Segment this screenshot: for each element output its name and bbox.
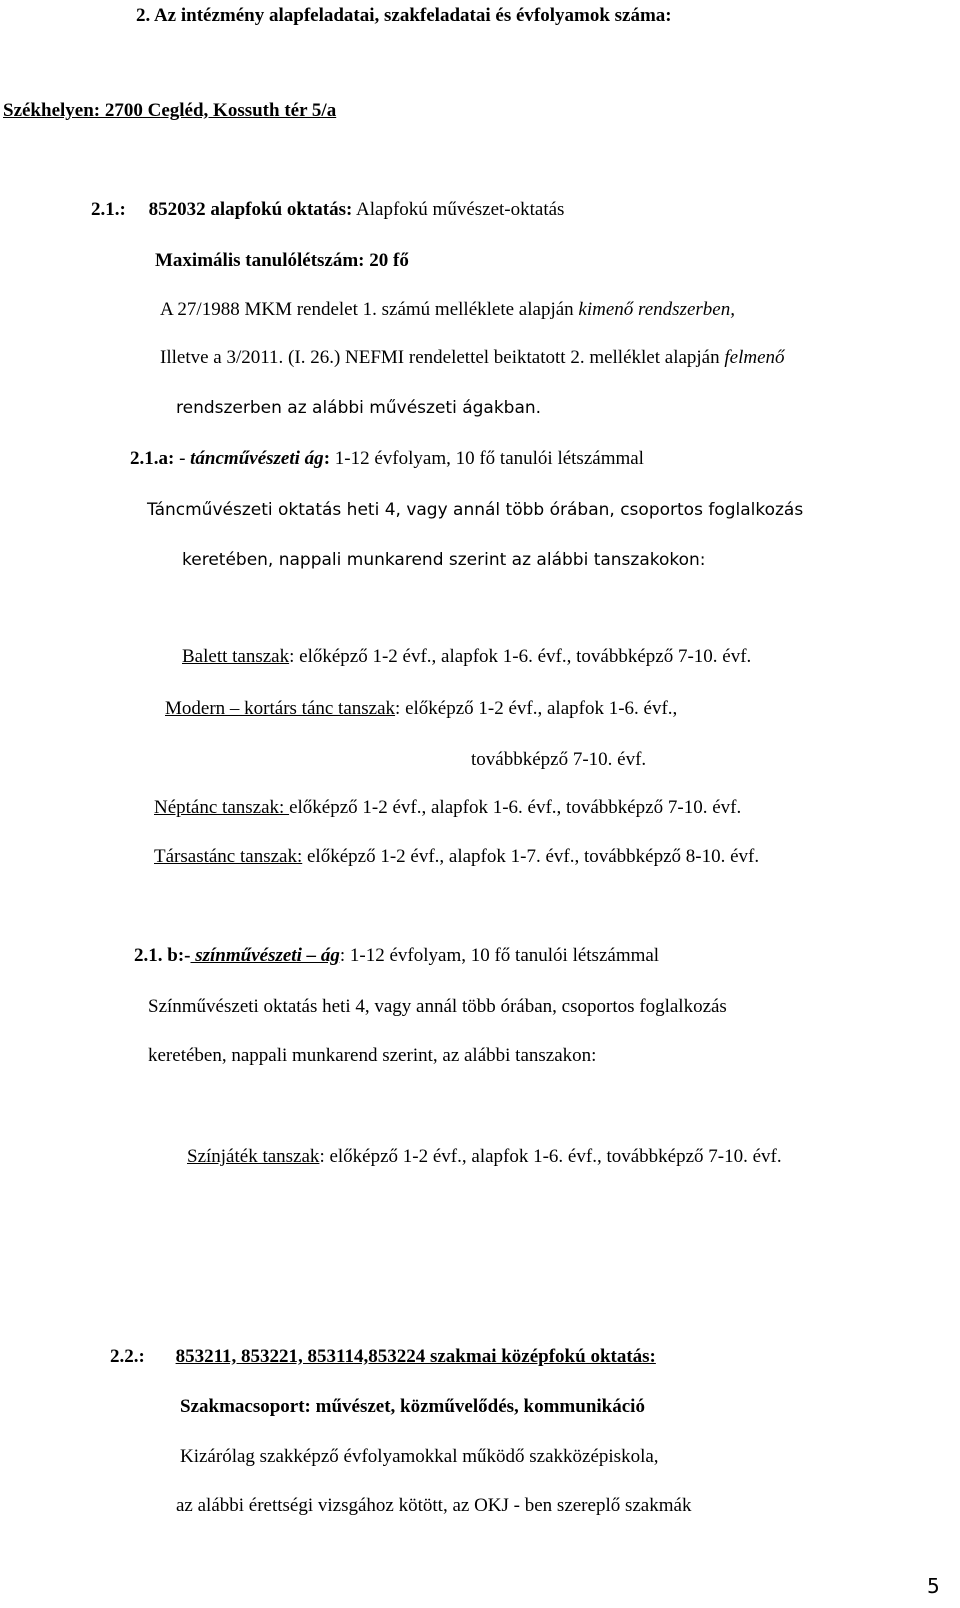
section-2-2-line: [110, 1345, 656, 1369]
dance-desc-2: keretében, nappali munkarend szerint az alábbi tanszakokon:: [182, 550, 706, 570]
dept-name: Néptánc tanszak:: [154, 797, 290, 818]
dept-name: Balett tanszak: [182, 646, 290, 667]
dance-branch-line: [130, 447, 644, 471]
branch-name: táncművészeti ág: [190, 448, 324, 469]
activity-code: 852032 alapfokú oktatás:: [148, 199, 353, 220]
section-2-1-line: [91, 198, 564, 222]
dept-levels: : előképző 1-2 évf., alapfok 1-6. évf., továbbképző 7-10. évf.: [289, 646, 752, 667]
section-heading: 2. Az intézmény alapfeladatai, szakfeladatai és évfolyamok száma:: [136, 5, 672, 26]
balett-line: [182, 645, 751, 669]
school-type: Kizárólag szakképző évfolyamokkal működő szakközépiskola,: [180, 1446, 659, 1467]
regulation-line-2: [160, 346, 785, 370]
theatre-desc-1: Színművészeti oktatás heti 4, vagy annál több órában, csoportos foglalkozás: [148, 996, 727, 1017]
dept-levels: : előképző 1-2 évf., alapfok 1-6. évf., továbbképző 7-10. évf.: [319, 1146, 782, 1167]
branch-prefix: 2.1.a:: [130, 448, 175, 469]
section-number: 2.2.:: [110, 1346, 145, 1367]
dept-levels: előképző 1-2 évf., alapfok 1-6. évf., továbbképző 7-10. évf.: [289, 797, 742, 818]
dept-name: Társastánc tanszak:: [154, 846, 303, 867]
regulation-line-3: rendszerben az alábbi művészeti ágakban.: [176, 398, 542, 418]
regulation-italic: felmenő: [724, 347, 785, 368]
regulation-text: A 27/1988 MKM rendelet 1. számú melléklete alapján: [160, 299, 579, 320]
theatre-desc-2: keretében, nappali munkarend szerint, az alábbi tanszakon:: [148, 1045, 597, 1066]
branch-name: színművészeti – ág: [190, 945, 340, 966]
dance-desc-1: Táncművészeti oktatás heti 4, vagy annál több órában, csoportos foglalkozás: [147, 500, 804, 520]
tarsastanc-line: [154, 845, 759, 869]
branch-details: : 1-12 évfolyam, 10 fő tanulói létszámmal: [339, 945, 660, 966]
page-number: 5: [927, 1574, 940, 1598]
regulation-line-1: [160, 298, 735, 322]
activity-name: Alapfokú művészet-oktatás: [352, 199, 565, 220]
modern-line-cont: továbbképző 7-10. évf.: [471, 749, 647, 770]
activity-codes: 853211, 853221, 853114,853224 szakmai középfokú oktatás:: [175, 1346, 656, 1367]
exam-note: az alábbi érettségi vizsgához kötött, az OKJ - ben szereplő szakmák: [176, 1495, 692, 1516]
profession-group: Szakmacsoport: művészet, közművelődés, kommunikáció: [180, 1396, 645, 1417]
section-number: 2.1.:: [91, 199, 126, 220]
dept-name: Modern – kortárs tánc tanszak: [165, 698, 396, 719]
branch-prefix: 2.1. b:-: [134, 945, 191, 966]
max-students: Maximális tanulólétszám: 20 fő: [155, 250, 409, 271]
modern-line: [165, 697, 677, 721]
branch-details: 1-12 évfolyam, 10 fő tanulói létszámmal: [330, 448, 644, 469]
theatre-branch-line: [134, 944, 659, 968]
szinjatek-line: [187, 1145, 782, 1169]
branch-dash: -: [174, 448, 191, 469]
dept-levels: előképző 1-2 évf., alapfok 1-7. évf., továbbképző 8-10. évf.: [302, 846, 760, 867]
branch-colon: :: [323, 448, 331, 469]
dept-name: Színjáték tanszak: [187, 1146, 320, 1167]
regulation-text: Illetve a 3/2011. (I. 26.) NEFMI rendelettel beiktatott 2. melléklet alapján: [160, 347, 725, 368]
neptanc-line: [154, 796, 741, 820]
seat-address: Székhelyen: 2700 Cegléd, Kossuth tér 5/a: [3, 100, 337, 121]
dept-levels: : előképző 1-2 évf., alapfok 1-6. évf.,: [395, 698, 678, 719]
regulation-italic: kimenő rendszerben,: [578, 299, 735, 320]
